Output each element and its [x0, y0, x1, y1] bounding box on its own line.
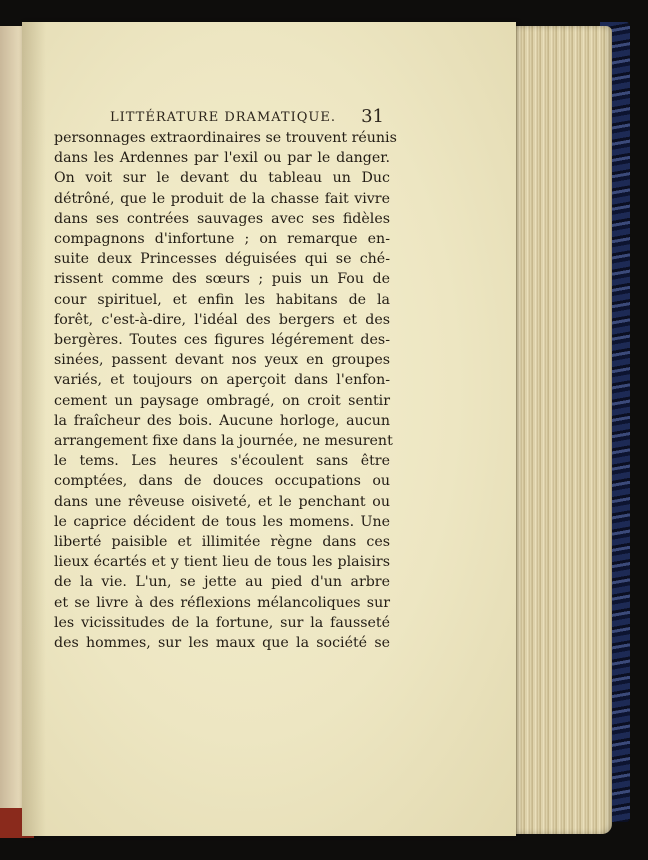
text-line: sinées, passent devant nos yeux en groupes	[54, 352, 390, 369]
text-line: personnages extraordinaires se trouvent réunis	[54, 130, 397, 146]
body-text	[54, 128, 397, 653]
text-line: des hommes, sur les maux que la société se	[54, 635, 390, 652]
running-head: LITTÉRATURE DRAMATIQUE.	[110, 110, 336, 125]
text-line: rissent comme des sœurs ; puis un Fou de	[54, 271, 390, 288]
text-line: suite deux Princesses déguisées qui se ché-	[54, 251, 390, 268]
text-line: détrôné, que le produit de la chasse fait vivre	[54, 190, 390, 207]
text-line: cement un paysage ombragé, on croit sentir	[54, 392, 390, 409]
text-line: lieux écartés et y tient lieu de tous les plaisirs	[54, 554, 390, 571]
page-number: 31	[361, 106, 384, 127]
text-line: les vicissitudes de la fortune, sur la fausseté	[54, 614, 390, 631]
text-line: et se livre à des réflexions mélancoliques sur	[54, 594, 390, 611]
text-line: On voit sur le devant du tableau un Duc	[54, 170, 390, 187]
gutter-shadow	[22, 22, 46, 836]
text-line: le caprice décident de tous les momens. Une	[54, 513, 390, 530]
text-line: forêt, c'est-à-dire, l'idéal des bergers et des	[54, 311, 390, 328]
text-line: de la vie. L'un, se jette au pied d'un arbre	[54, 574, 390, 591]
page-header	[110, 106, 390, 130]
text-line: liberté paisible et illimitée règne dans ces	[54, 534, 390, 551]
text-line: variés, et toujours on aperçoit dans l'enfon-	[54, 372, 390, 389]
text-line: cour spirituel, et enfin les habitans de la	[54, 291, 390, 308]
text-line: bergères. Toutes ces figures légérement des-	[54, 332, 390, 349]
text-line: compagnons d'infortune ; on remarque en-	[54, 231, 390, 248]
text-line: comptées, dans de douces occupations ou	[54, 473, 390, 490]
text-line: la fraîcheur des bois. Aucune horloge, aucun	[54, 412, 390, 429]
text-line: dans une rêveuse oisiveté, et le penchant ou	[54, 493, 390, 510]
text-line: arrangement fixe dans la journée, ne mesurent	[54, 433, 393, 450]
text-line: dans les Ardennes par l'exil ou par le danger.	[54, 150, 390, 167]
text-line: dans ses contrées sauvages avec ses fidèles	[54, 210, 390, 227]
page-edges	[510, 26, 612, 834]
text-line: le tems. Les heures s'écoulent sans être	[54, 453, 390, 470]
